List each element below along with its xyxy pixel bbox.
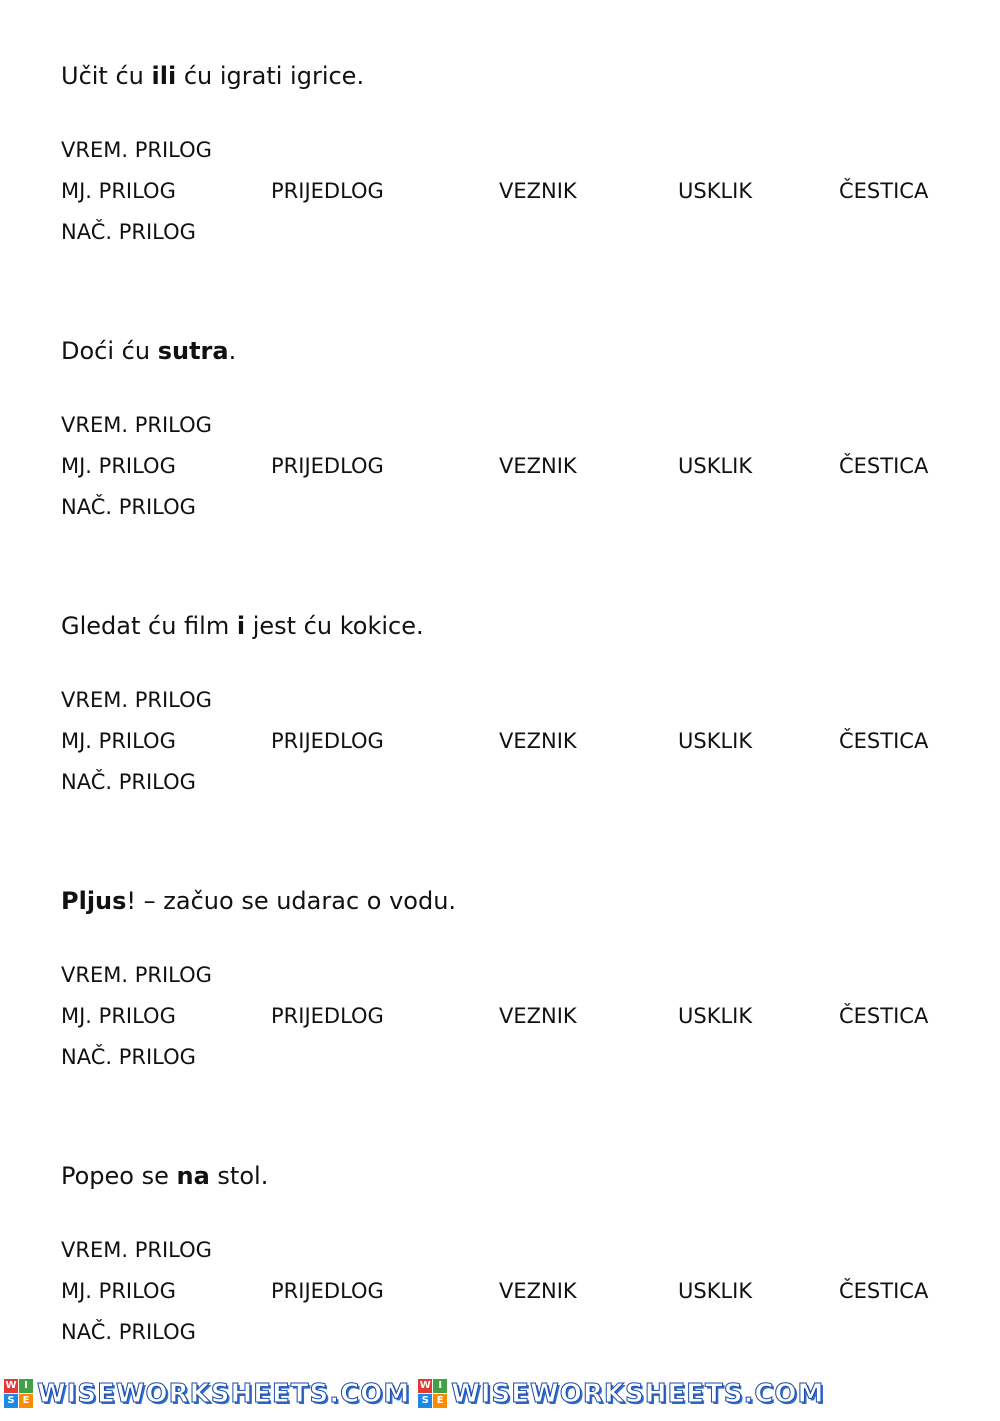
option-vrem-prilog[interactable]: VREM. PRILOG — [61, 138, 212, 162]
option-nac-prilog[interactable]: NAČ. PRILOG — [61, 770, 196, 794]
option-usklik[interactable]: USKLIK — [678, 179, 753, 203]
option-cestica[interactable]: ČESTICA — [839, 1279, 929, 1303]
option-mj-prilog[interactable]: MJ. PRILOG — [61, 1004, 176, 1028]
icon-letter: W — [5, 1380, 17, 1391]
highlighted-word: Pljus — [61, 887, 127, 915]
option-usklik[interactable]: USKLIK — [678, 1279, 753, 1303]
option-prijedlog[interactable]: PRIJEDLOG — [271, 454, 384, 478]
exercise-3 — [0, 611, 1000, 871]
icon-letter: E — [433, 1394, 447, 1408]
brand-logo — [4, 1379, 410, 1409]
option-mj-prilog[interactable]: MJ. PRILOG — [61, 1279, 176, 1303]
exercise-1 — [0, 61, 1000, 321]
option-cestica[interactable]: ČESTICA — [839, 179, 929, 203]
option-nac-prilog[interactable]: NAČ. PRILOG — [61, 1045, 196, 1069]
sentence-text: stol. — [209, 1162, 269, 1190]
option-mj-prilog[interactable]: MJ. PRILOG — [61, 179, 176, 203]
option-prijedlog[interactable]: PRIJEDLOG — [271, 179, 384, 203]
highlighted-word: ili — [151, 62, 177, 90]
icon-letter: S — [418, 1394, 432, 1408]
option-vrem-prilog[interactable]: VREM. PRILOG — [61, 1238, 212, 1262]
option-vrem-prilog[interactable]: VREM. PRILOG — [61, 413, 212, 437]
sentence — [61, 886, 456, 916]
option-usklik[interactable]: USKLIK — [678, 454, 753, 478]
option-cestica[interactable]: ČESTICA — [839, 729, 929, 753]
option-mj-prilog[interactable]: MJ. PRILOG — [61, 454, 176, 478]
sentence — [61, 336, 236, 366]
exercise-4 — [0, 886, 1000, 1146]
sentence-text: ću igrati igrice. — [176, 62, 365, 90]
sentence — [61, 611, 424, 641]
option-veznik[interactable]: VEZNIK — [499, 1004, 577, 1028]
icon-letter: W — [419, 1380, 431, 1391]
brand-blocks-icon — [4, 1379, 33, 1408]
option-vrem-prilog[interactable]: VREM. PRILOG — [61, 688, 212, 712]
option-cestica[interactable]: ČESTICA — [839, 454, 929, 478]
sentence-text: . — [228, 337, 237, 365]
highlighted-word: sutra — [157, 337, 229, 365]
sentence-text: Doći ću — [61, 337, 158, 365]
sentence — [61, 1161, 268, 1191]
icon-letter: I — [433, 1379, 447, 1393]
option-usklik[interactable]: USKLIK — [678, 1004, 753, 1028]
icon-letter: E — [19, 1394, 33, 1408]
option-veznik[interactable]: VEZNIK — [499, 729, 577, 753]
option-vrem-prilog[interactable]: VREM. PRILOG — [61, 963, 212, 987]
footer-banner — [0, 1374, 1000, 1413]
option-usklik[interactable]: USKLIK — [678, 729, 753, 753]
option-veznik[interactable]: VEZNIK — [499, 1279, 577, 1303]
option-nac-prilog[interactable]: NAČ. PRILOG — [61, 495, 196, 519]
highlighted-word: na — [176, 1162, 210, 1190]
sentence-text: Učit ću — [61, 62, 152, 90]
option-cestica[interactable]: ČESTICA — [839, 1004, 929, 1028]
icon-letter: I — [19, 1379, 33, 1393]
option-prijedlog[interactable]: PRIJEDLOG — [271, 1279, 384, 1303]
option-nac-prilog[interactable]: NAČ. PRILOG — [61, 220, 196, 244]
sentence — [61, 61, 364, 91]
option-veznik[interactable]: VEZNIK — [499, 454, 577, 478]
sentence-text: Popeo se — [61, 1162, 177, 1190]
sentence-text: jest ću kokice. — [245, 612, 424, 640]
option-veznik[interactable]: VEZNIK — [499, 179, 577, 203]
option-mj-prilog[interactable]: MJ. PRILOG — [61, 729, 176, 753]
option-prijedlog[interactable]: PRIJEDLOG — [271, 729, 384, 753]
sentence-text: Gledat ću film — [61, 612, 237, 640]
brand-logo — [418, 1379, 824, 1409]
icon-letter: S — [4, 1394, 18, 1408]
option-nac-prilog[interactable]: NAČ. PRILOG — [61, 1320, 196, 1344]
brand-text: WISEWORKSHEETS.COM — [451, 1378, 825, 1409]
highlighted-word: i — [236, 612, 246, 640]
brand-text: WISEWORKSHEETS.COM — [37, 1378, 411, 1409]
option-prijedlog[interactable]: PRIJEDLOG — [271, 1004, 384, 1028]
sentence-text: ! – začuo se udarac o vodu. — [126, 887, 457, 915]
exercise-2 — [0, 336, 1000, 596]
brand-blocks-icon — [418, 1379, 447, 1408]
